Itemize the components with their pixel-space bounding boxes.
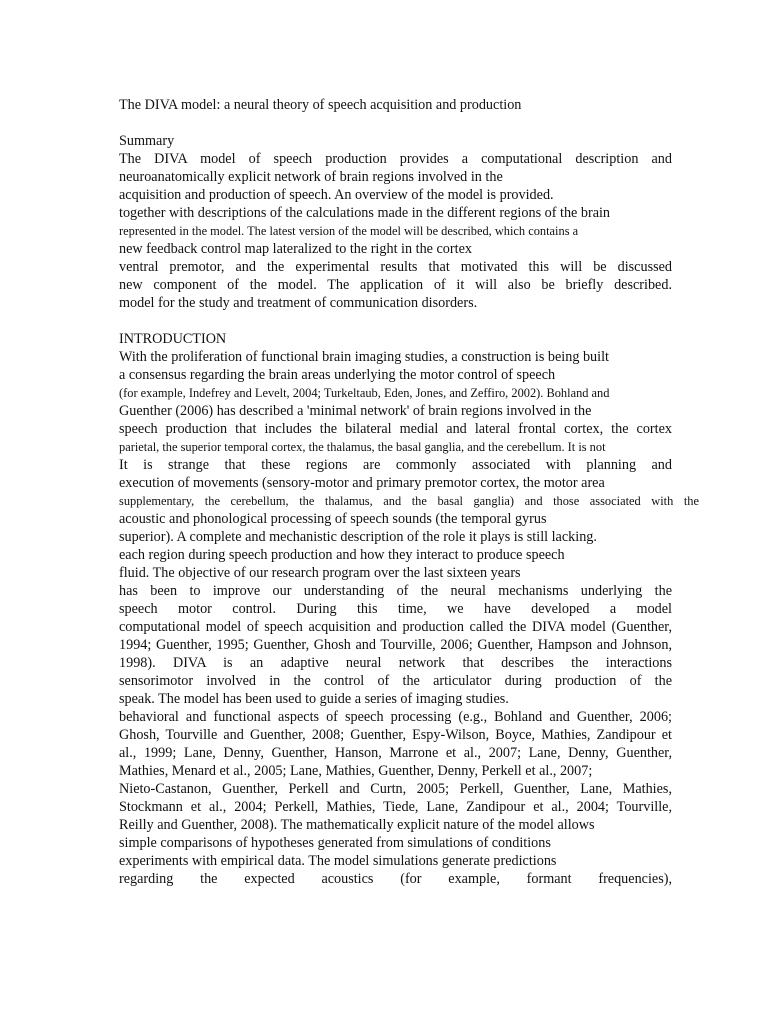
text-line: speech motor control. During this time, we have developed a model (119, 601, 672, 617)
text-line: fluid. The objective of our research program over the last sixteen years (119, 565, 521, 581)
text-line: al., 1999; Lane, Denny, Guenther, Hanson, Marrone et al., 2007; Lane, Denny, Guenther, (119, 745, 672, 761)
text-line: Stockmann et al., 2004; Perkell, Mathies, Tiede, Lane, Zandipour et al., 2004; Tourville, (119, 799, 672, 815)
text-line: supplementary, the cerebellum, the thalamus, and the basal ganglia) and those associated with the (119, 494, 699, 508)
text-line: Ghosh, Tourville and Guenther, 2008; Guenther, Espy-Wilson, Boyce, Mathies, Zandipour et (119, 727, 672, 743)
spacer (119, 114, 672, 132)
text-line: new feedback control map lateralized to the right in the cortex (119, 241, 472, 257)
document-page (119, 96, 699, 888)
text-line: Mathies, Menard et al., 2005; Lane, Mathies, Guenther, Denny, Perkell et al., 2007; (119, 763, 593, 779)
text-line: It is strange that these regions are commonly associated with planning and (119, 457, 672, 473)
text-line: sensorimotor involved in the control of the articulator during production of the (119, 673, 672, 689)
summary-body (119, 150, 672, 312)
text-line: With the proliferation of functional brain imaging studies, a construction is being built (119, 349, 609, 365)
text-line: a consensus regarding the brain areas underlying the motor control of speech (119, 367, 556, 383)
text-line: speech production that includes the bilateral medial and lateral frontal cortex, the cortex (119, 421, 672, 437)
text-line: 1994; Guenther, 1995; Guenther, Ghosh and Tourville, 2006; Guenther, Hampson and Johnson, (119, 637, 672, 653)
text-line: each region during speech production and how they interact to produce speech (119, 547, 565, 563)
text-line: Reilly and Guenther, 2008). The mathematically explicit nature of the model allows (119, 817, 595, 833)
text-line: acquisition and production of speech. An overview of the model is provided. (119, 187, 554, 203)
text-line: new component of the model. The application of it will also be briefly described. (119, 277, 672, 293)
text-line: neuroanatomically explicit network of brain regions involved in the (119, 169, 503, 185)
document-title: The DIVA model: a neural theory of speech acquisition and production (119, 97, 522, 113)
text-line: Guenther (2006) has described a 'minimal network' of brain regions involved in the (119, 403, 592, 419)
text-line: The DIVA model of speech production provides a computational description and (119, 151, 672, 167)
text-line: parietal, the superior temporal cortex, the thalamus, the basal ganglia, and the cerebellum. It is not (119, 440, 606, 454)
spacer (119, 312, 672, 330)
text-line: 1998). DIVA is an adaptive neural network that describes the interactions (119, 655, 672, 671)
summary-heading: Summary (119, 133, 175, 149)
text-line: ventral premotor, and the experimental results that motivated this will be discussed (119, 259, 672, 275)
text-line: speak. The model has been used to guide a series of imaging studies. (119, 691, 509, 707)
text-line: Nieto-Castanon, Guenther, Perkell and Curtn, 2005; Perkell, Guenther, Lane, Mathies, (119, 781, 672, 797)
text-line: together with descriptions of the calculations made in the different regions of the brain (119, 205, 611, 221)
introduction-body (119, 348, 699, 888)
text-line: behavioral and functional aspects of speech processing (e.g., Bohland and Guenther, 2006; (119, 709, 672, 725)
text-line: has been to improve our understanding of the neural mechanisms underlying the (119, 583, 672, 599)
text-line: computational model of speech acquisition and production called the DIVA model (Guenther, (119, 619, 672, 635)
text-line: acoustic and phonological processing of speech sounds (the temporal gyrus (119, 511, 547, 527)
text-line: experiments with empirical data. The model simulations generate predictions (119, 853, 557, 869)
text-line: simple comparisons of hypotheses generated from simulations of conditions (119, 835, 551, 851)
text-line: (for example, Indefrey and Levelt, 2004; Turkeltaub, Eden, Jones, and Zeffiro, 2002). Bohland and (119, 386, 610, 400)
introduction-heading: INTRODUCTION (119, 331, 227, 347)
text-line: execution of movements (sensory-motor and primary premotor cortex, the motor area (119, 475, 605, 491)
text-line: regarding the expected acoustics (for example, formant frequencies), (119, 871, 672, 887)
text-line: represented in the model. The latest version of the model will be described, which contains a (119, 224, 579, 238)
text-line: model for the study and treatment of communication disorders. (119, 295, 478, 311)
text-line: superior). A complete and mechanistic description of the role it plays is still lacking. (119, 529, 597, 545)
